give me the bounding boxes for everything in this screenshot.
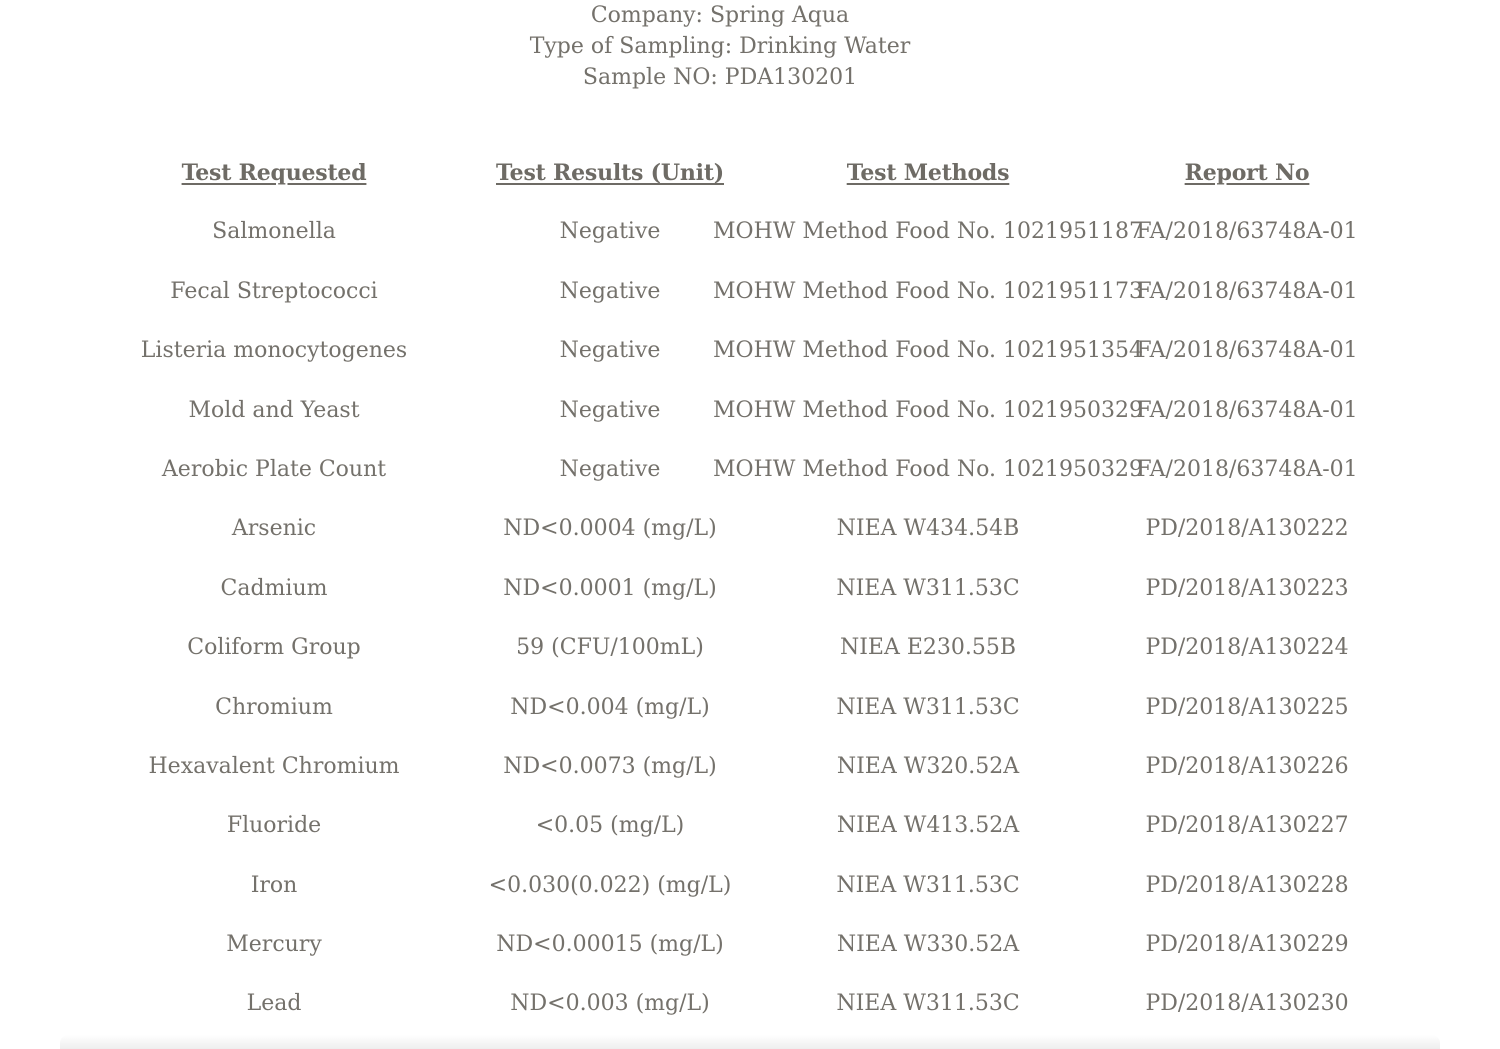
table-row [0, 439, 1500, 498]
report-no-cell: PD/2018/A130228 [1145, 872, 1349, 898]
column-header-report-no: Report No [1184, 160, 1310, 186]
test-result-cell: ND<0.0004 (mg/L) [503, 516, 717, 542]
test-result-cell: Negative [559, 219, 661, 245]
table-header-row [0, 142, 1500, 201]
report-no-cell: PD/2018/A130227 [1145, 813, 1349, 839]
test-method-cell: MOHW Method Food No. 1021951187 [713, 219, 1143, 245]
test-method-cell: NIEA W311.53C [836, 575, 1020, 601]
test-method-cell: NIEA W413.52A [836, 813, 1020, 839]
test-method-cell: NIEA W320.52A [836, 753, 1020, 779]
test-result-cell: 59 (CFU/100mL) [516, 635, 704, 661]
table-row [0, 320, 1500, 379]
table-row [0, 736, 1500, 795]
test-method-cell: NIEA W311.53C [836, 872, 1020, 898]
test-requested-cell: Hexavalent Chromium [148, 753, 400, 779]
test-method-cell: NIEA W330.52A [836, 932, 1020, 958]
test-result-cell: <0.030(0.022) (mg/L) [488, 872, 732, 898]
report-no-cell: FA/2018/63748A-01 [1136, 278, 1358, 304]
test-method-cell: MOHW Method Food No. 1021951173 [713, 278, 1143, 304]
test-requested-cell: Lead [246, 991, 302, 1017]
test-method-cell: NIEA W311.53C [836, 991, 1020, 1017]
test-requested-cell: Chromium [215, 694, 333, 720]
report-no-cell: PD/2018/A130223 [1145, 575, 1349, 601]
bottom-shadow [60, 1035, 1440, 1049]
report-no-cell: PD/2018/A130224 [1145, 635, 1349, 661]
table-body [0, 201, 1500, 1032]
test-method-cell: MOHW Method Food No. 1021950329 [713, 456, 1143, 482]
table-row [0, 795, 1500, 854]
sampling-type-line: Type of Sampling: Drinking Water [529, 34, 911, 59]
test-result-cell: Negative [559, 397, 661, 423]
test-method-cell: MOHW Method Food No. 1021951354 [713, 338, 1143, 364]
test-result-cell: ND<0.0073 (mg/L) [503, 753, 717, 779]
test-results-table [0, 142, 1500, 1033]
test-requested-cell: Aerobic Plate Count [161, 456, 387, 482]
test-requested-cell: Iron [250, 872, 298, 898]
test-requested-cell: Mercury [226, 932, 322, 958]
test-requested-cell: Listeria monocytogenes [140, 338, 408, 364]
test-method-cell: NIEA W434.54B [836, 516, 1020, 542]
test-result-cell: ND<0.004 (mg/L) [510, 694, 710, 720]
report-no-cell: FA/2018/63748A-01 [1136, 338, 1358, 364]
test-requested-cell: Mold and Yeast [188, 397, 360, 423]
test-method-cell: MOHW Method Food No. 1021950329 [713, 397, 1143, 423]
report-no-cell: PD/2018/A130230 [1145, 991, 1349, 1017]
test-method-cell: NIEA E230.55B [839, 635, 1017, 661]
test-result-cell: ND<0.003 (mg/L) [510, 991, 710, 1017]
table-row [0, 855, 1500, 914]
table-row [0, 677, 1500, 736]
test-requested-cell: Cadmium [220, 575, 328, 601]
report-no-cell: PD/2018/A130225 [1145, 694, 1349, 720]
report-no-cell: FA/2018/63748A-01 [1136, 397, 1358, 423]
company-line: Company: Spring Aqua [590, 3, 850, 28]
test-result-cell: ND<0.0001 (mg/L) [503, 575, 717, 601]
column-header-test-requested: Test Requested [181, 160, 367, 186]
column-header-test-methods: Test Methods [846, 160, 1010, 186]
report-no-cell: PD/2018/A130229 [1145, 932, 1349, 958]
test-requested-cell: Salmonella [212, 219, 336, 245]
table-row [0, 380, 1500, 439]
test-requested-cell: Fecal Streptococci [170, 278, 378, 304]
test-requested-cell: Coliform Group [187, 635, 361, 661]
table-row [0, 201, 1500, 260]
report-no-cell: PD/2018/A130226 [1145, 753, 1349, 779]
test-result-cell: Negative [559, 456, 661, 482]
report-no-cell: PD/2018/A130222 [1145, 516, 1349, 542]
report-header [0, 0, 1440, 93]
table-row [0, 558, 1500, 617]
table-row [0, 914, 1500, 973]
report-no-cell: FA/2018/63748A-01 [1136, 456, 1358, 482]
column-header-test-results: Test Results (Unit) [496, 160, 724, 186]
test-requested-cell: Arsenic [231, 516, 317, 542]
test-result-cell: Negative [559, 278, 661, 304]
table-row [0, 498, 1500, 557]
table-row [0, 617, 1500, 676]
sample-number-line: Sample NO: PDA130201 [582, 65, 858, 90]
test-requested-cell: Fluoride [226, 813, 322, 839]
test-result-cell: Negative [559, 338, 661, 364]
test-result-cell: <0.05 (mg/L) [535, 813, 685, 839]
table-row [0, 261, 1500, 320]
report-no-cell: FA/2018/63748A-01 [1136, 219, 1358, 245]
table-row [0, 973, 1500, 1032]
test-method-cell: NIEA W311.53C [836, 694, 1020, 720]
test-result-cell: ND<0.00015 (mg/L) [496, 932, 724, 958]
